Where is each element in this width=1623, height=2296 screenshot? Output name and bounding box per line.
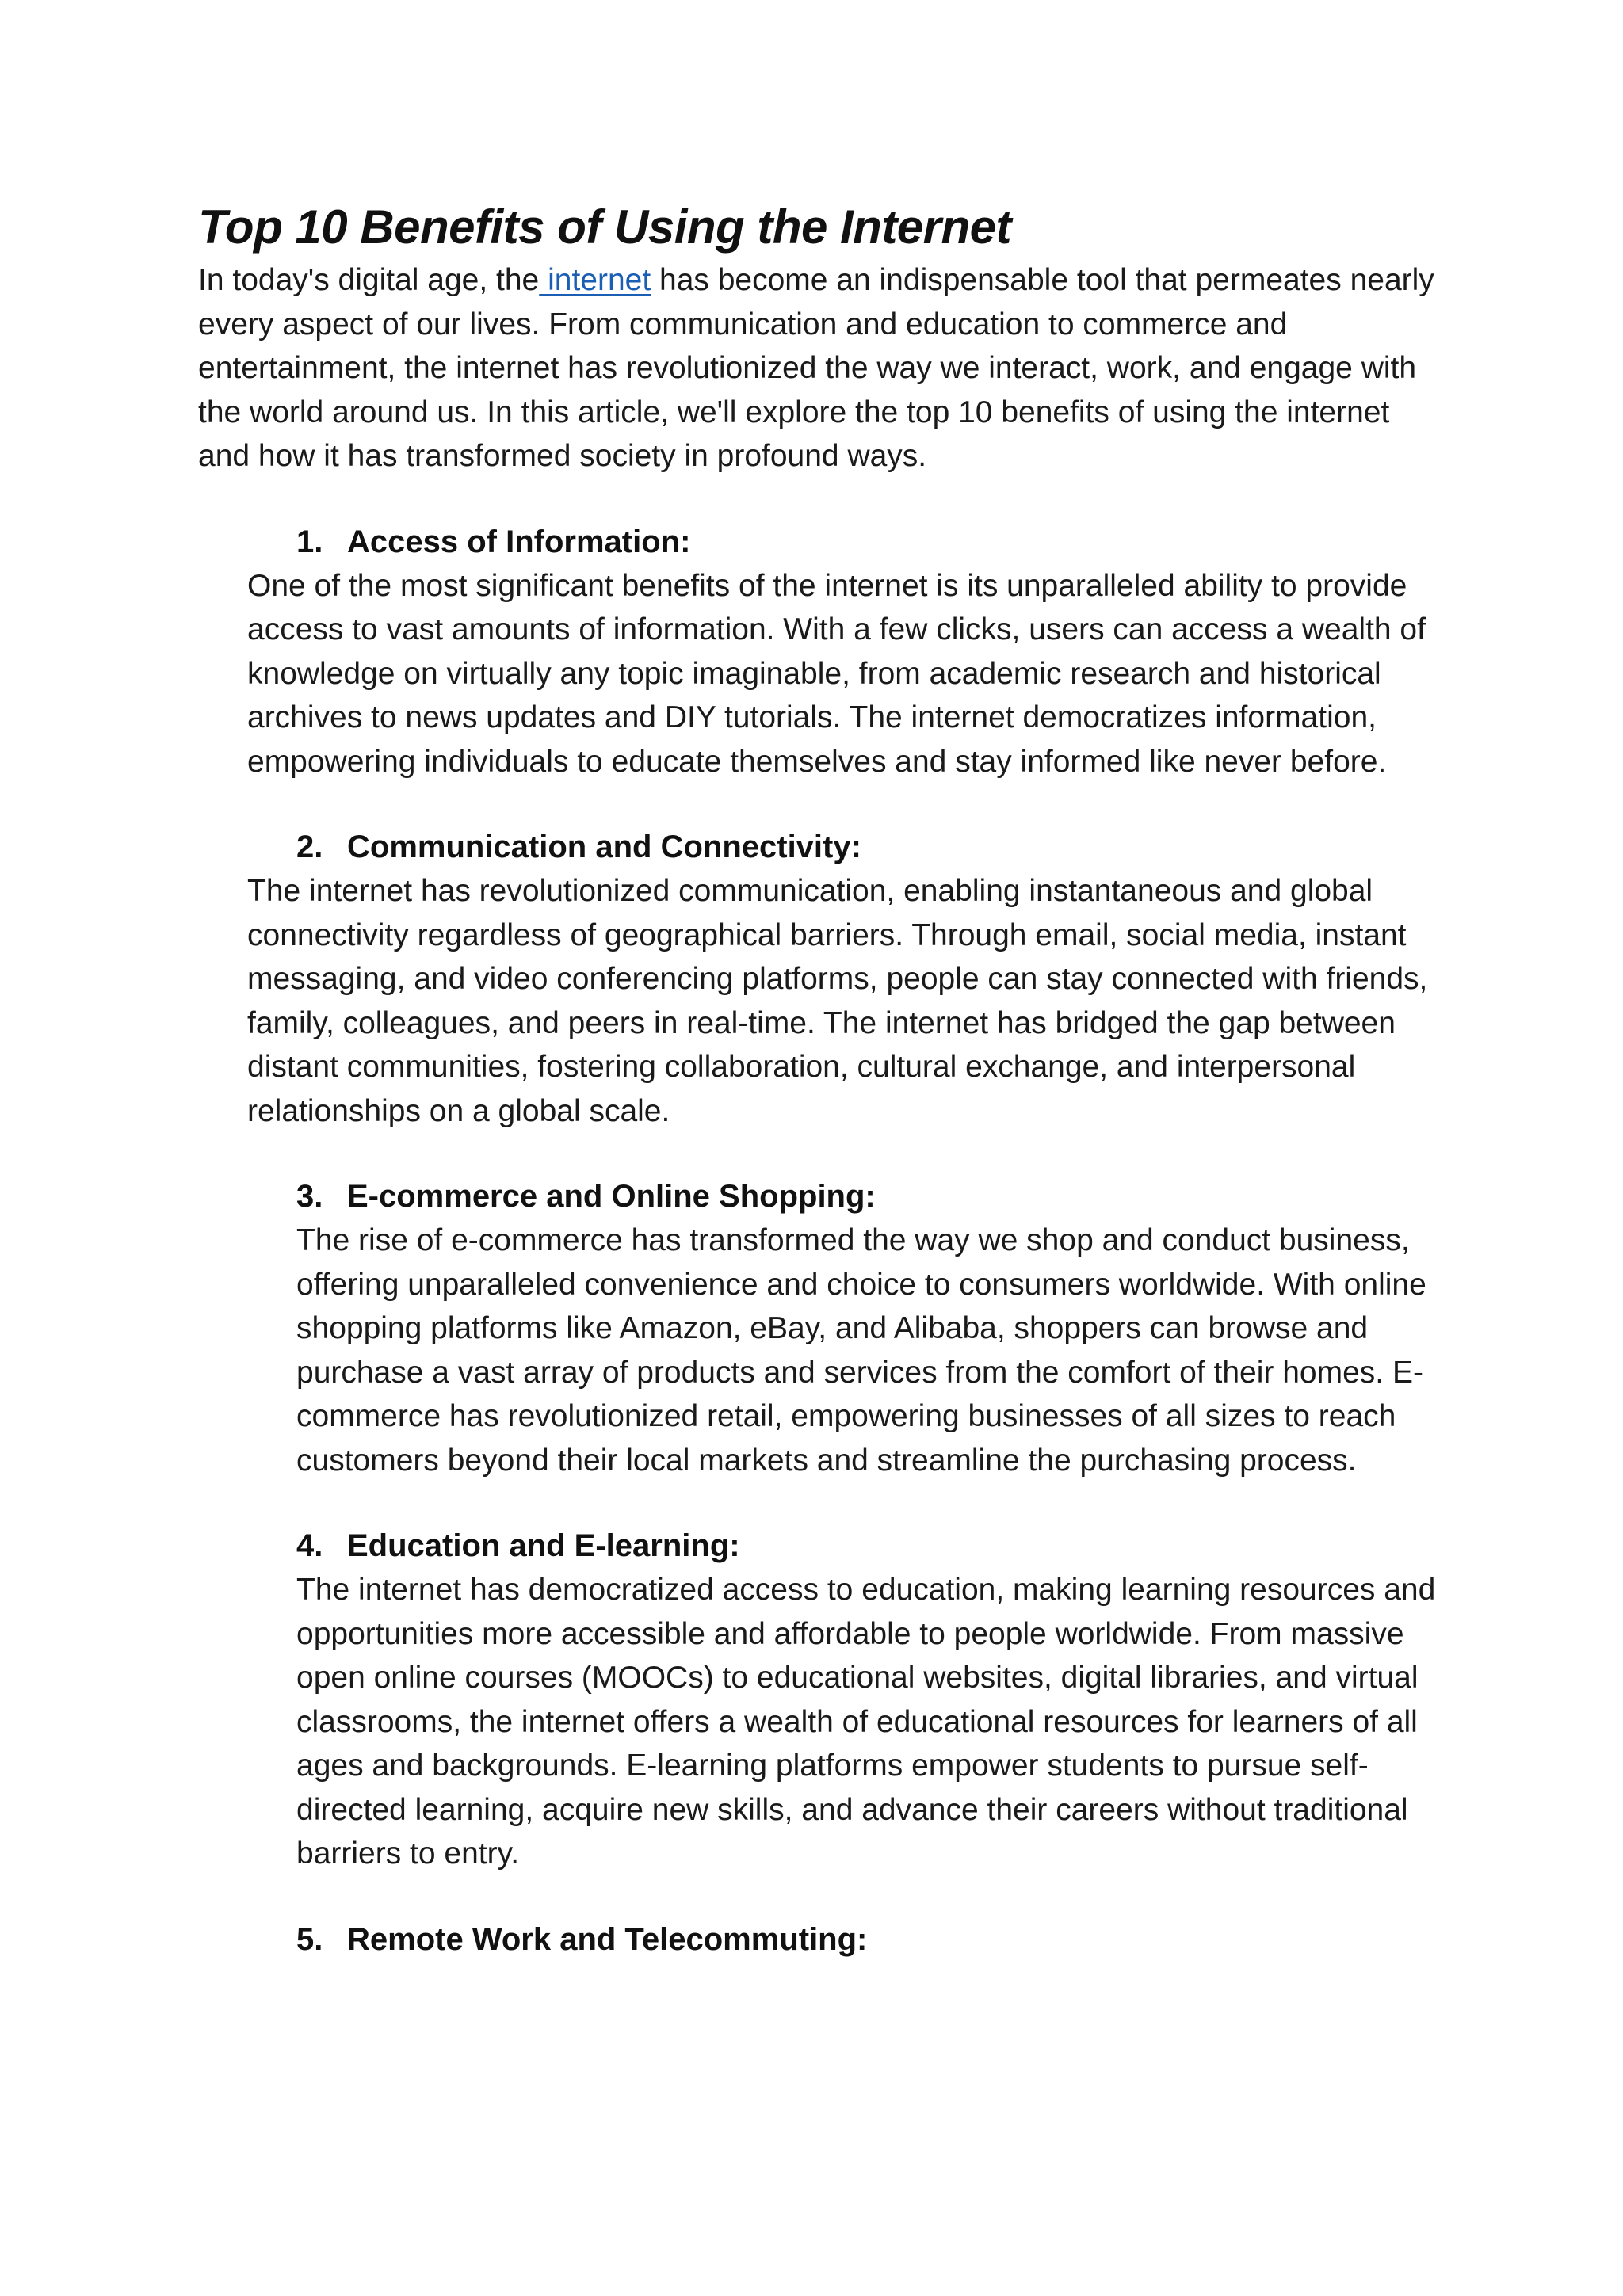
section-title: Remote Work and Telecommuting: <box>347 1921 868 1957</box>
section-title: E-commerce and Online Shopping: <box>347 1179 876 1214</box>
section-number: 1. <box>296 524 323 559</box>
section-number: 3. <box>296 1179 323 1214</box>
section-heading <box>296 1917 1450 1962</box>
section-4 <box>198 1524 1450 1876</box>
section-number: 4. <box>296 1528 323 1563</box>
section-title: Communication and Connectivity: <box>347 830 861 864</box>
section-5 <box>198 1917 1450 1962</box>
section-3 <box>198 1174 1450 1482</box>
section-heading <box>296 520 1450 564</box>
intro-text-start: In today's digital age, the <box>198 263 540 297</box>
section-heading <box>296 825 1450 869</box>
section-body: The internet has revolutionized communication, enabling instantaneous and global connectivity regardless of geographical barriers. Through email, social media, instant messaging, and video conferencing platforms, people can stay connected with friends, family, colleagues, and peers in real-time. The internet has bridged the gap between distant communities, fostering collaboration, cultural exchange, and interpersonal relationships on a global scale. <box>247 874 1428 1128</box>
section-title: Access of Information: <box>347 524 691 559</box>
document-title: Top 10 Benefits of Using the Internet <box>198 200 1012 254</box>
section-body: One of the most significant benefits of the internet is its unparalleled ability to provide access to vast amounts of information. With a few clicks, users can access a wealth of knowledge on virtually any topic imaginable, from academic research and historical archives to news updates and DIY tutorials. The internet democratizes information, empowering individuals to educate themselves and stay informed like never before. <box>247 568 1426 779</box>
section-body: The internet has democratized access to education, making learning resources and opportunities more accessible and affordable to people worldwide. From massive open online courses (MOOCs) to educational websites, digital libraries, and virtual classrooms, the internet offers a wealth of educational resources for learners of all ages and backgrounds. E-learning platforms empower students to pursue self-directed learning, acquire new skills, and advance their careers without traditional barriers to entry. <box>296 1573 1436 1871</box>
section-title: Education and E-learning: <box>347 1528 740 1563</box>
section-heading <box>296 1174 1450 1219</box>
section-number: 2. <box>296 830 323 864</box>
intro-text-rest: has become an indispensable tool that permeates nearly every aspect of our lives. From communication and education to commerce and entertainment, the internet has revolutionized the way we interact, work, and engage with the world around us. In this article, we'll explore the top 10 benefits of using the internet and how it has transformed society in profound ways. <box>198 263 1434 473</box>
section-1 <box>198 520 1450 784</box>
intro-paragraph <box>198 258 1434 479</box>
section-2 <box>198 825 1450 1133</box>
section-heading <box>296 1524 1450 1568</box>
internet-link[interactable]: internet <box>539 263 651 297</box>
section-number: 5. <box>296 1921 323 1957</box>
document-page <box>198 196 1450 1962</box>
section-body: The rise of e-commerce has transformed the way we shop and conduct business, offering unparalleled convenience and choice to consumers worldwide. With online shopping platforms like Amazon, eBay, and Alibaba, shoppers can browse and purchase a vast array of products and services from the comfort of their homes. E-commerce has revolutionized retail, empowering businesses of all sizes to reach customers beyond their local markets and streamline the purchasing process. <box>296 1223 1426 1478</box>
